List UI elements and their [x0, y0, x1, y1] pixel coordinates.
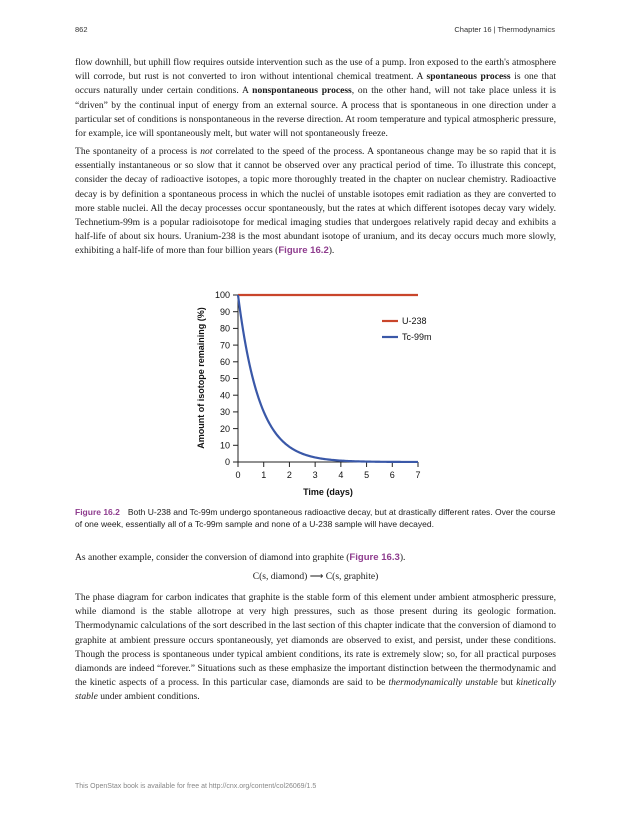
isotope-decay-chart: [185, 283, 455, 503]
x-tick-label: 6: [389, 470, 395, 480]
legend-label-u-238: U-238: [402, 316, 427, 327]
y-axis-title: Amount of isotope remaining (%): [196, 307, 206, 449]
figure-caption: [75, 506, 556, 530]
chapter-header: Chapter 16 | Thermodynamics: [454, 25, 555, 34]
caption-text: Both U-238 and Tc-99m undergo spontaneous radioactive decay, but at drastically different rates. Over the course of one week, essentially all of a Tc-99m sample and none of a U-238 sample will have decayed.: [75, 507, 556, 529]
figure-16-2-link[interactable]: Figure 16.2: [278, 245, 329, 257]
x-tick-label: 1: [261, 470, 267, 480]
figure-label: Figure 16.2: [75, 507, 120, 517]
text-run: under ambient conditions.: [97, 691, 200, 703]
text-run: As another example, consider the conversion of diamond into graphite (: [75, 552, 350, 563]
y-tick-label: 0: [224, 457, 230, 468]
y-tick-label: 100: [214, 290, 230, 301]
term-spontaneous-process: spontaneous process: [426, 71, 511, 83]
equation-diamond-graphite: C(s, diamond) ⟶ C(s, graphite): [252, 571, 379, 582]
x-axis-title: Time (days): [303, 487, 353, 497]
x-tick-label: 2: [286, 470, 292, 480]
y-tick-label: 70: [219, 340, 230, 351]
x-tick-label: 7: [415, 470, 421, 480]
paragraph-spontaneous-process: [75, 56, 556, 141]
y-tick-label: 50: [219, 373, 230, 384]
text-run: is one that occurs naturally under certain conditions. A: [75, 71, 556, 97]
text-run: but: [497, 677, 517, 689]
y-tick-label: 90: [219, 306, 230, 317]
emphasis-not: not: [200, 146, 213, 157]
figure-16-3-link[interactable]: Figure 16.3: [349, 552, 400, 563]
text-run: ).: [399, 552, 406, 563]
text-run: The spontaneity of a process is: [75, 146, 201, 157]
text-run: The phase diagram for carbon indicates that graphite is the stable form of this element under ambient atmospheric pressure, while diamond is the stable allotrope at very high pressures, such as those present during its geologic formation. Thermodynamic calculations of the sort described in the last section of this chapter indicate that the conversion of diamond to graphite at ambient pressure occurs spontaneously, yet diamonds are observed to exist, and persist, under these conditions. Though the process is spontaneous under typical ambient conditions, its rate is extremely slow; so, for all practical purposes diamonds are indeed “forever.” Situations such as these emphasize the important distinction between the thermodynamic and the kinetic aspects of a process. In this particular case, diamonds are said to be: [75, 592, 556, 689]
y-tick-label: 80: [219, 323, 230, 334]
page-number: 862: [75, 25, 88, 34]
emphasis-thermodynamically-unstable: thermodynamically unstable: [388, 677, 498, 689]
x-tick-label: 3: [312, 470, 318, 480]
footer-license: This OpenStax book is available for free at http://cnx.org/content/col26069/1.5: [75, 783, 317, 790]
y-tick-label: 30: [219, 407, 230, 418]
text-run: ).: [328, 245, 335, 257]
x-tick-label: 4: [338, 470, 344, 480]
text-run: , on the other hand, will not take place unless it is “driven” by the continual input of energy from an external source. A process that is spontaneous in one direction under a particular set of conditions is nonspontaneous in the reverse direction. At room temperature and typical atmospheric pressure, for example, ice will spontaneously melt, but water will not spontaneously freeze.: [75, 85, 556, 140]
y-tick-label: 60: [219, 357, 230, 367]
paragraph-diamond-example: [75, 551, 556, 565]
x-tick-label: 5: [364, 470, 370, 480]
emphasis-kinetically-stable: kinetically stable: [75, 677, 556, 703]
text-run: flow downhill, but uphill flow requires outside intervention such as the use of a pump. Iron exposed to the earth's atmosphere will corrode, but rust is not converted to iron without intentional chemical treatment. A: [75, 57, 556, 83]
term-nonspontaneous-process: nonspontaneous process: [252, 85, 352, 97]
legend-label-tc-99m: Tc-99m: [402, 332, 432, 343]
paragraph-spontaneity-rate: [75, 145, 556, 259]
y-tick-label: 10: [219, 440, 230, 451]
paragraph-phase-diagram: [75, 591, 556, 705]
x-tick-label: 0: [235, 470, 241, 480]
y-tick-label: 20: [219, 423, 230, 434]
text-run: correlated to the speed of the process. A spontaneous change may be so rapid that it is essentially instantaneous or so slow that it cannot be observed over any practical period of time. To illustrate this concept, consider the decay of radioactive isotopes, a topic more thoroughly treated in the chapter on nuclear chemistry. Radioactive decay is by definition a spontaneous process in which the nuclei of unstable isotopes emit radiation as they are converted to more stable nuclei. All the decay processes occur spontaneously, but the rates at which different isotopes decay vary widely. Technetium-99m is a popular radioisotope for medical imaging studies that undergoes relatively rapid decay and exhibits a half-life of about six hours. Uranium-238 is the most abundant isotope of uranium, and its decay occurs much more slowly, exhibiting a half-life of more than four billion years (: [75, 146, 556, 257]
y-tick-label: 40: [219, 390, 230, 401]
